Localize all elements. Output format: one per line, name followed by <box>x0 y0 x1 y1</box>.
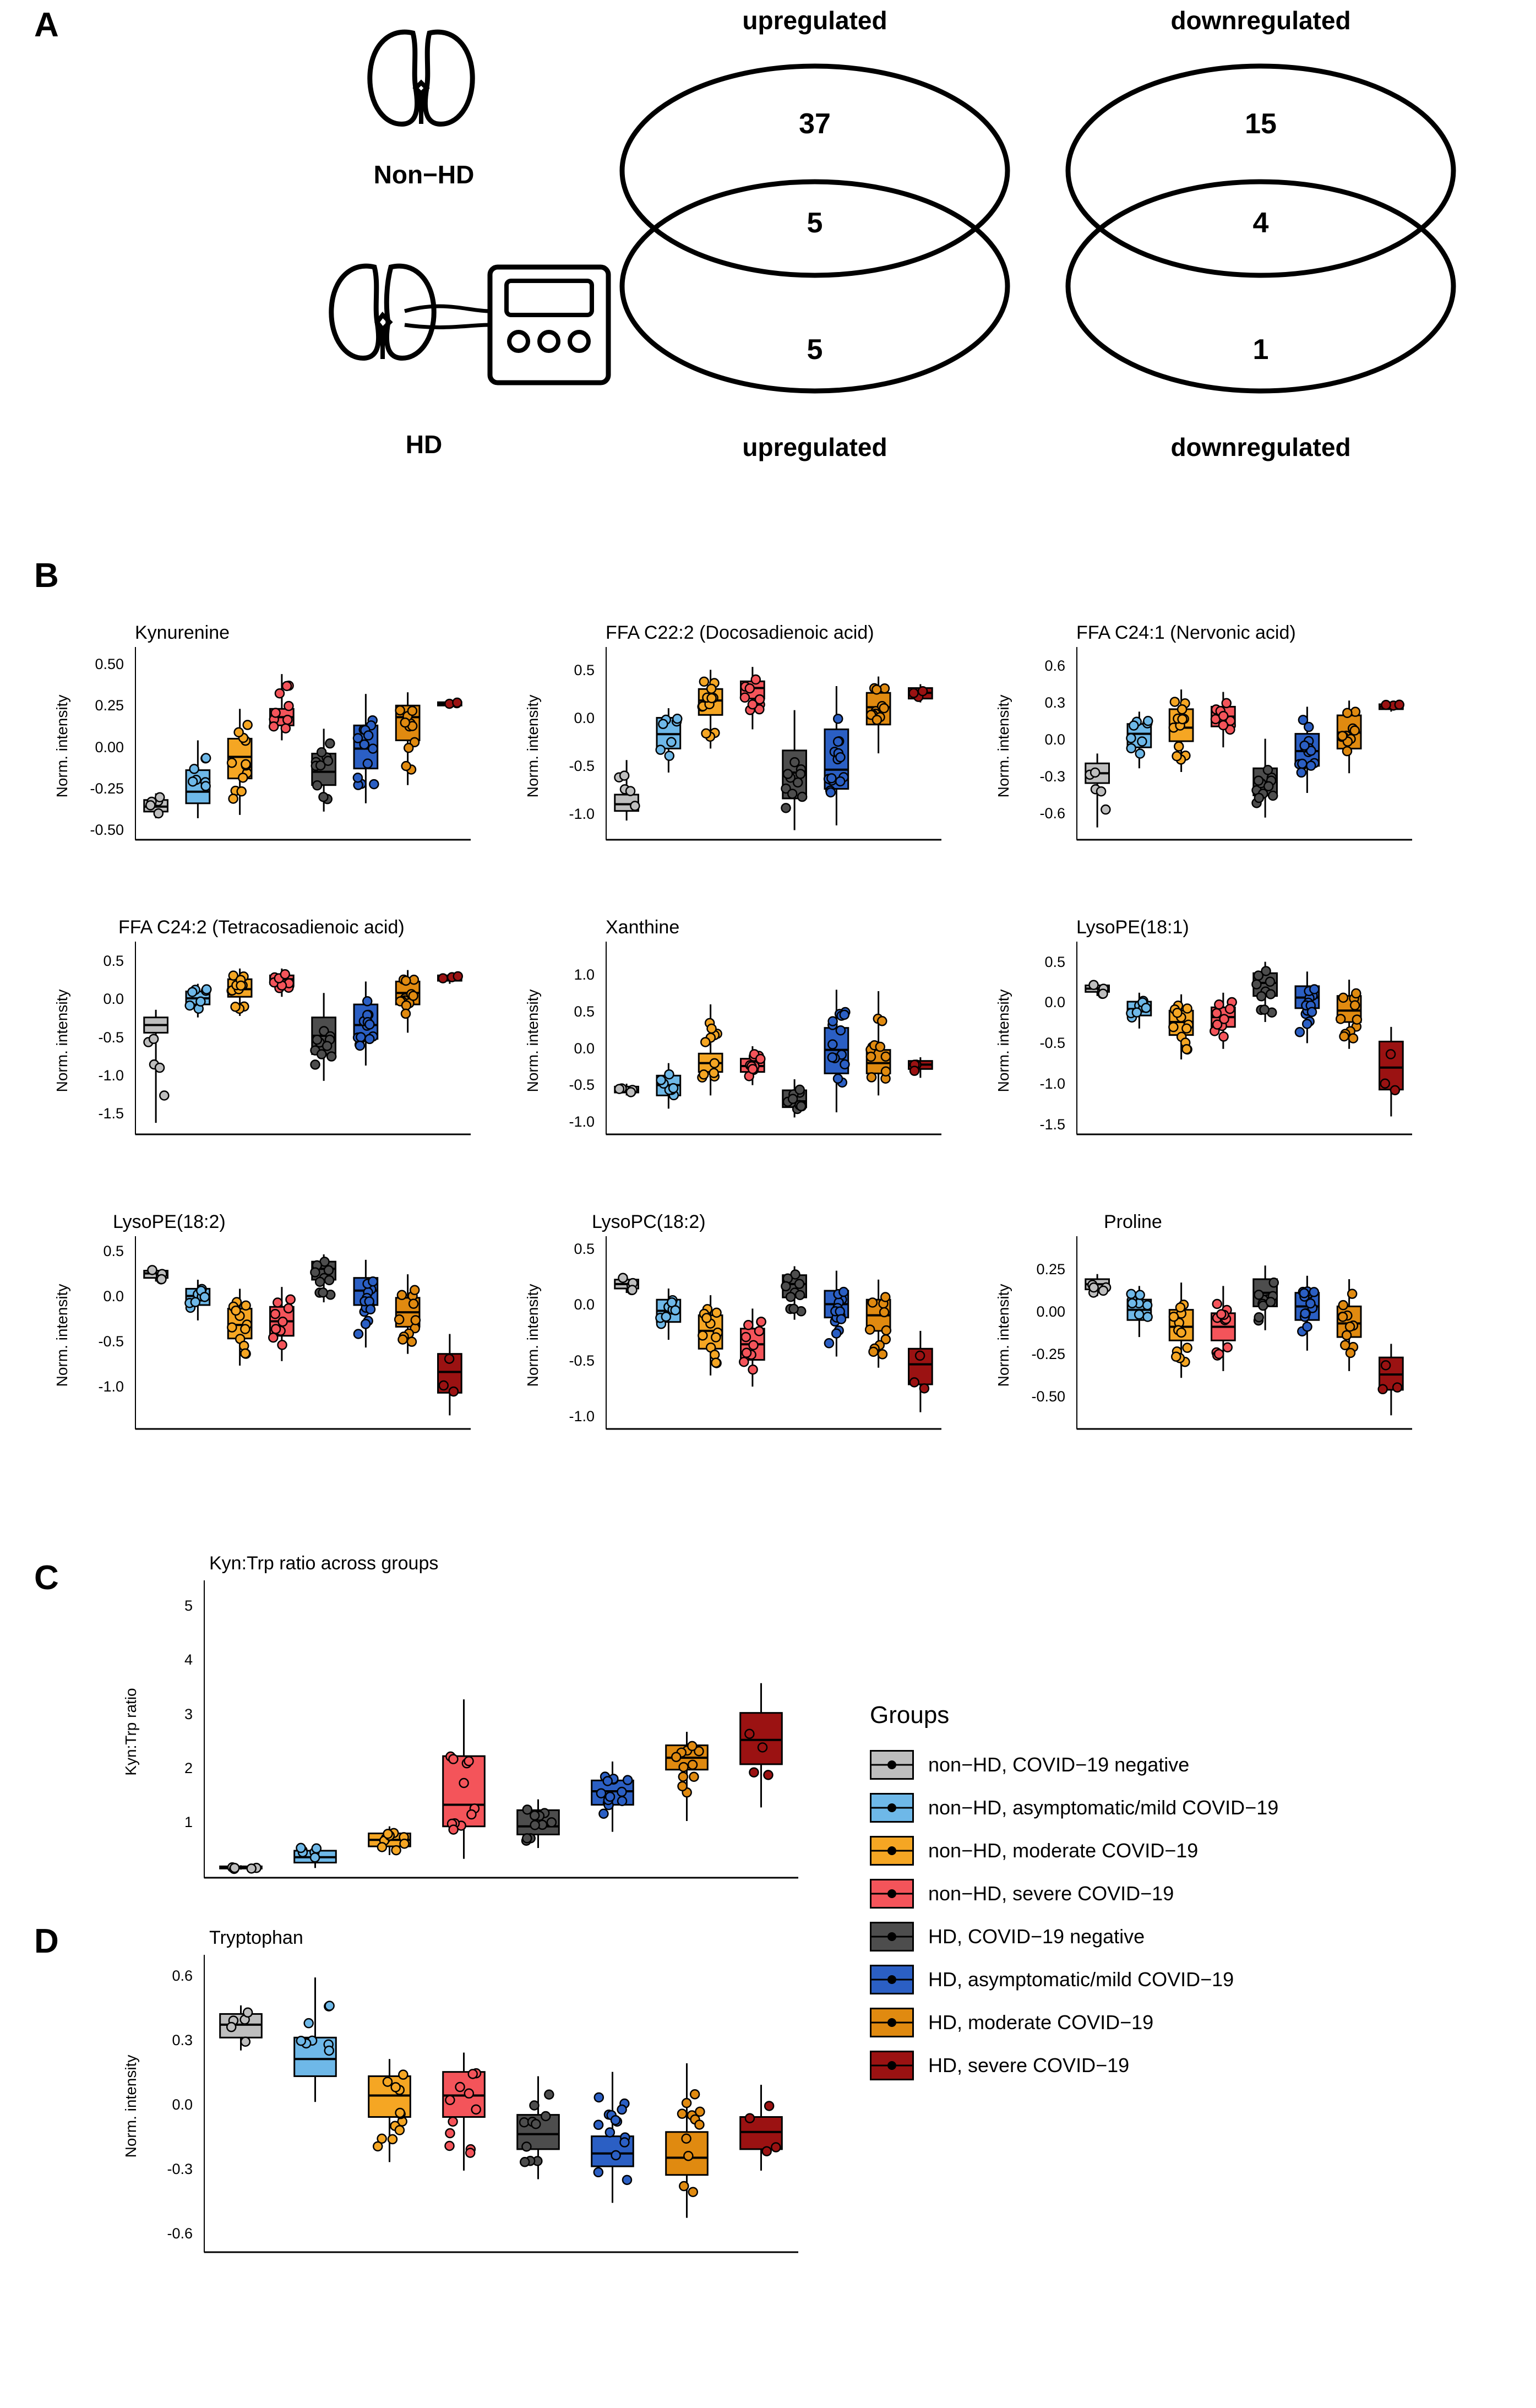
y-tick-label: -0.5 <box>1039 1035 1065 1052</box>
venn-1-bottom-title: upregulated <box>742 433 887 461</box>
legend-item-label: HD, asymptomatic/mild COVID−19 <box>928 1968 1234 1991</box>
legend-item-7[interactable] <box>870 2044 1503 2087</box>
y-tick-label: 1.0 <box>574 966 595 983</box>
y-tick-label: 0.3 <box>1044 694 1065 711</box>
panel-a-letter: A <box>34 6 59 44</box>
panel-c-letter: C <box>34 1559 59 1597</box>
y-tick-label: 0.25 <box>1036 1260 1065 1278</box>
y-axis-label-proline: Norm. intensity <box>995 1284 1012 1387</box>
legend-item-3[interactable] <box>870 1872 1503 1915</box>
plot-area-ffa_c22_2 <box>606 647 963 845</box>
legend-key-swatch <box>870 1965 914 1994</box>
legend-item-label: HD, COVID−19 negative <box>928 1925 1145 1948</box>
plot-area-kynurenine <box>135 647 493 845</box>
plot-title-xanthine: Xanthine <box>606 917 680 938</box>
y-tick-label: -1.0 <box>1039 1075 1065 1092</box>
plot-title-lysope_18_2: LysoPE(18:2) <box>113 1211 226 1232</box>
y-axis-label-lysopc_18_2: Norm. intensity <box>524 1284 541 1387</box>
y-tick-label: 0.5 <box>574 1003 595 1020</box>
legend-key-swatch <box>870 1793 914 1823</box>
venn-1-bottom-count: 5 <box>807 334 823 366</box>
y-tick-label: -0.5 <box>98 1333 124 1350</box>
legend-item-label: HD, moderate COVID−19 <box>928 2011 1154 2034</box>
legend-key-swatch <box>870 1879 914 1909</box>
kidney-label-non-hd: Non−HD <box>373 160 475 189</box>
y-axis-label-ffa_c24_2: Norm. intensity <box>53 989 70 1092</box>
y-tick-label: -1.0 <box>569 806 595 823</box>
legend-item-6[interactable] <box>870 2001 1503 2044</box>
y-axis-label-kyn_trp: Kyn:Trp ratio <box>122 1688 139 1776</box>
y-tick-label: -0.6 <box>1039 805 1065 822</box>
panel-d-letter: D <box>34 1922 59 1960</box>
legend-item-label: non−HD, asymptomatic/mild COVID−19 <box>928 1796 1279 1819</box>
venn-1-top-count: 37 <box>799 108 831 140</box>
y-axis-label-kynurenine: Norm. intensity <box>53 694 70 798</box>
plot-area-lysopc_18_2 <box>606 1236 963 1434</box>
kidney-label-hd: HD <box>405 430 443 459</box>
plot-title-proline: Proline <box>1104 1211 1162 1232</box>
legend-title: Groups <box>870 1702 950 1728</box>
legend-item-2[interactable] <box>870 1829 1503 1872</box>
y-tick-label: 0.3 <box>172 2032 193 2049</box>
y-tick-label: -1.0 <box>98 1067 124 1084</box>
plot-area-ffa_c24_1 <box>1076 647 1434 845</box>
plot-area-kyn_trp <box>204 1580 820 1883</box>
legend <box>870 1702 1503 2087</box>
y-tick-label: 1 <box>184 1813 193 1830</box>
y-tick-label: -0.5 <box>569 1077 595 1094</box>
venn-1-intersection-count: 5 <box>807 207 823 239</box>
y-axis-label-tryptophan: Norm. intensity <box>122 2054 139 2158</box>
y-tick-label: 0.0 <box>103 1287 124 1304</box>
y-tick-label: 0.6 <box>172 1967 193 1985</box>
y-tick-label: 3 <box>184 1705 193 1722</box>
plot-area-tryptophan <box>204 1955 820 2258</box>
y-tick-label: -0.5 <box>98 1029 124 1046</box>
plot-area-lysope_18_2 <box>135 1236 493 1434</box>
legend-item-0[interactable] <box>870 1743 1503 1786</box>
plot-title-kynurenine: Kynurenine <box>135 622 230 643</box>
venn-2-bottom-title: downregulated <box>1170 433 1351 461</box>
y-tick-label: 5 <box>184 1597 193 1615</box>
y-tick-label: -1.0 <box>569 1407 595 1425</box>
y-tick-label: 0.0 <box>574 1296 595 1313</box>
y-tick-label: -0.50 <box>1031 1388 1065 1405</box>
legend-key-swatch <box>870 1922 914 1952</box>
y-tick-label: -1.5 <box>1039 1116 1065 1133</box>
y-tick-label: -0.3 <box>167 2160 193 2177</box>
y-axis-label-ffa_c24_1: Norm. intensity <box>995 694 1012 798</box>
y-tick-label: -1.0 <box>98 1378 124 1395</box>
y-tick-label: 0.0 <box>574 1040 595 1057</box>
y-tick-label: 0.00 <box>95 738 124 755</box>
plot-title-lysope_18_1: LysoPE(18:1) <box>1076 917 1189 938</box>
y-tick-label: 0.00 <box>1036 1303 1065 1320</box>
panel-b-letter: B <box>34 557 59 595</box>
y-tick-label: -0.3 <box>1039 768 1065 785</box>
plot-area-xanthine <box>606 942 963 1140</box>
y-tick-label: 4 <box>184 1651 193 1668</box>
venn-1-top-title: upregulated <box>742 6 887 35</box>
plot-title-ffa_c24_2: FFA C24:2 (Tetracosadienoic acid) <box>118 917 405 938</box>
y-tick-label: 0.25 <box>95 697 124 714</box>
y-tick-label: 0.5 <box>1044 953 1065 970</box>
venn-2-bottom-count: 1 <box>1252 334 1269 366</box>
y-tick-label: 0.0 <box>172 2096 193 2113</box>
y-tick-label: -1.0 <box>569 1113 595 1130</box>
legend-key-swatch <box>870 2008 914 2037</box>
y-tick-label: 0.0 <box>1044 994 1065 1011</box>
y-tick-label: 0.0 <box>103 991 124 1008</box>
y-tick-label: -1.5 <box>98 1105 124 1122</box>
legend-item-label: non−HD, moderate COVID−19 <box>928 1839 1199 1862</box>
plot-title-lysopc_18_2: LysoPC(18:2) <box>592 1211 706 1232</box>
legend-key-swatch <box>870 2051 914 2080</box>
legend-item-label: HD, severe COVID−19 <box>928 2054 1130 2077</box>
y-tick-label: 0.50 <box>95 656 124 673</box>
y-tick-label: 0.5 <box>574 661 595 678</box>
y-axis-label-lysope_18_1: Norm. intensity <box>995 989 1012 1092</box>
y-tick-label: -0.25 <box>1031 1346 1065 1363</box>
plot-area-lysope_18_1 <box>1076 942 1434 1140</box>
kidney-icon-hd <box>308 253 650 410</box>
y-tick-label: -0.6 <box>167 2225 193 2242</box>
y-tick-label: 0.5 <box>103 952 124 969</box>
y-axis-label-xanthine: Norm. intensity <box>524 989 541 1092</box>
y-tick-label: 2 <box>184 1759 193 1776</box>
plot-title-ffa_c22_2: FFA C22:2 (Docosadienoic acid) <box>606 622 874 643</box>
legend-item-1[interactable] <box>870 1786 1503 1829</box>
legend-item-label: non−HD, COVID−19 negative <box>928 1753 1190 1776</box>
y-tick-label: -0.5 <box>569 758 595 775</box>
y-tick-label: 0.5 <box>574 1241 595 1258</box>
legend-key-swatch <box>870 1836 914 1866</box>
venn-2-intersection-count: 4 <box>1252 207 1269 239</box>
legend-item-5[interactable] <box>870 1958 1503 2001</box>
legend-key-swatch <box>870 1750 914 1780</box>
y-tick-label: -0.50 <box>90 821 124 838</box>
y-axis-label-ffa_c22_2: Norm. intensity <box>524 694 541 798</box>
kidney-icon-non-hd <box>330 22 512 168</box>
y-tick-label: 0.5 <box>103 1242 124 1259</box>
plot-title-kyn_trp: Kyn:Trp ratio across groups <box>209 1553 439 1574</box>
y-tick-label: 0.0 <box>1044 731 1065 748</box>
legend-item-label: non−HD, severe COVID−19 <box>928 1882 1174 1905</box>
legend-item-4[interactable] <box>870 1915 1503 1958</box>
panel-a <box>0 0 1536 529</box>
plot-title-tryptophan: Tryptophan <box>209 1927 303 1948</box>
y-axis-label-lysope_18_2: Norm. intensity <box>53 1284 70 1387</box>
plot-area-proline <box>1076 1236 1434 1434</box>
y-tick-label: 0.0 <box>574 710 595 727</box>
venn-2-top-count: 15 <box>1245 108 1277 140</box>
y-tick-label: 0.6 <box>1044 657 1065 674</box>
y-tick-label: -0.25 <box>90 780 124 797</box>
venn-2-top-title: downregulated <box>1170 6 1351 35</box>
plot-area-ffa_c24_2 <box>135 942 493 1140</box>
plot-title-ffa_c24_1: FFA C24:1 (Nervonic acid) <box>1076 622 1296 643</box>
y-tick-label: -0.5 <box>569 1352 595 1369</box>
